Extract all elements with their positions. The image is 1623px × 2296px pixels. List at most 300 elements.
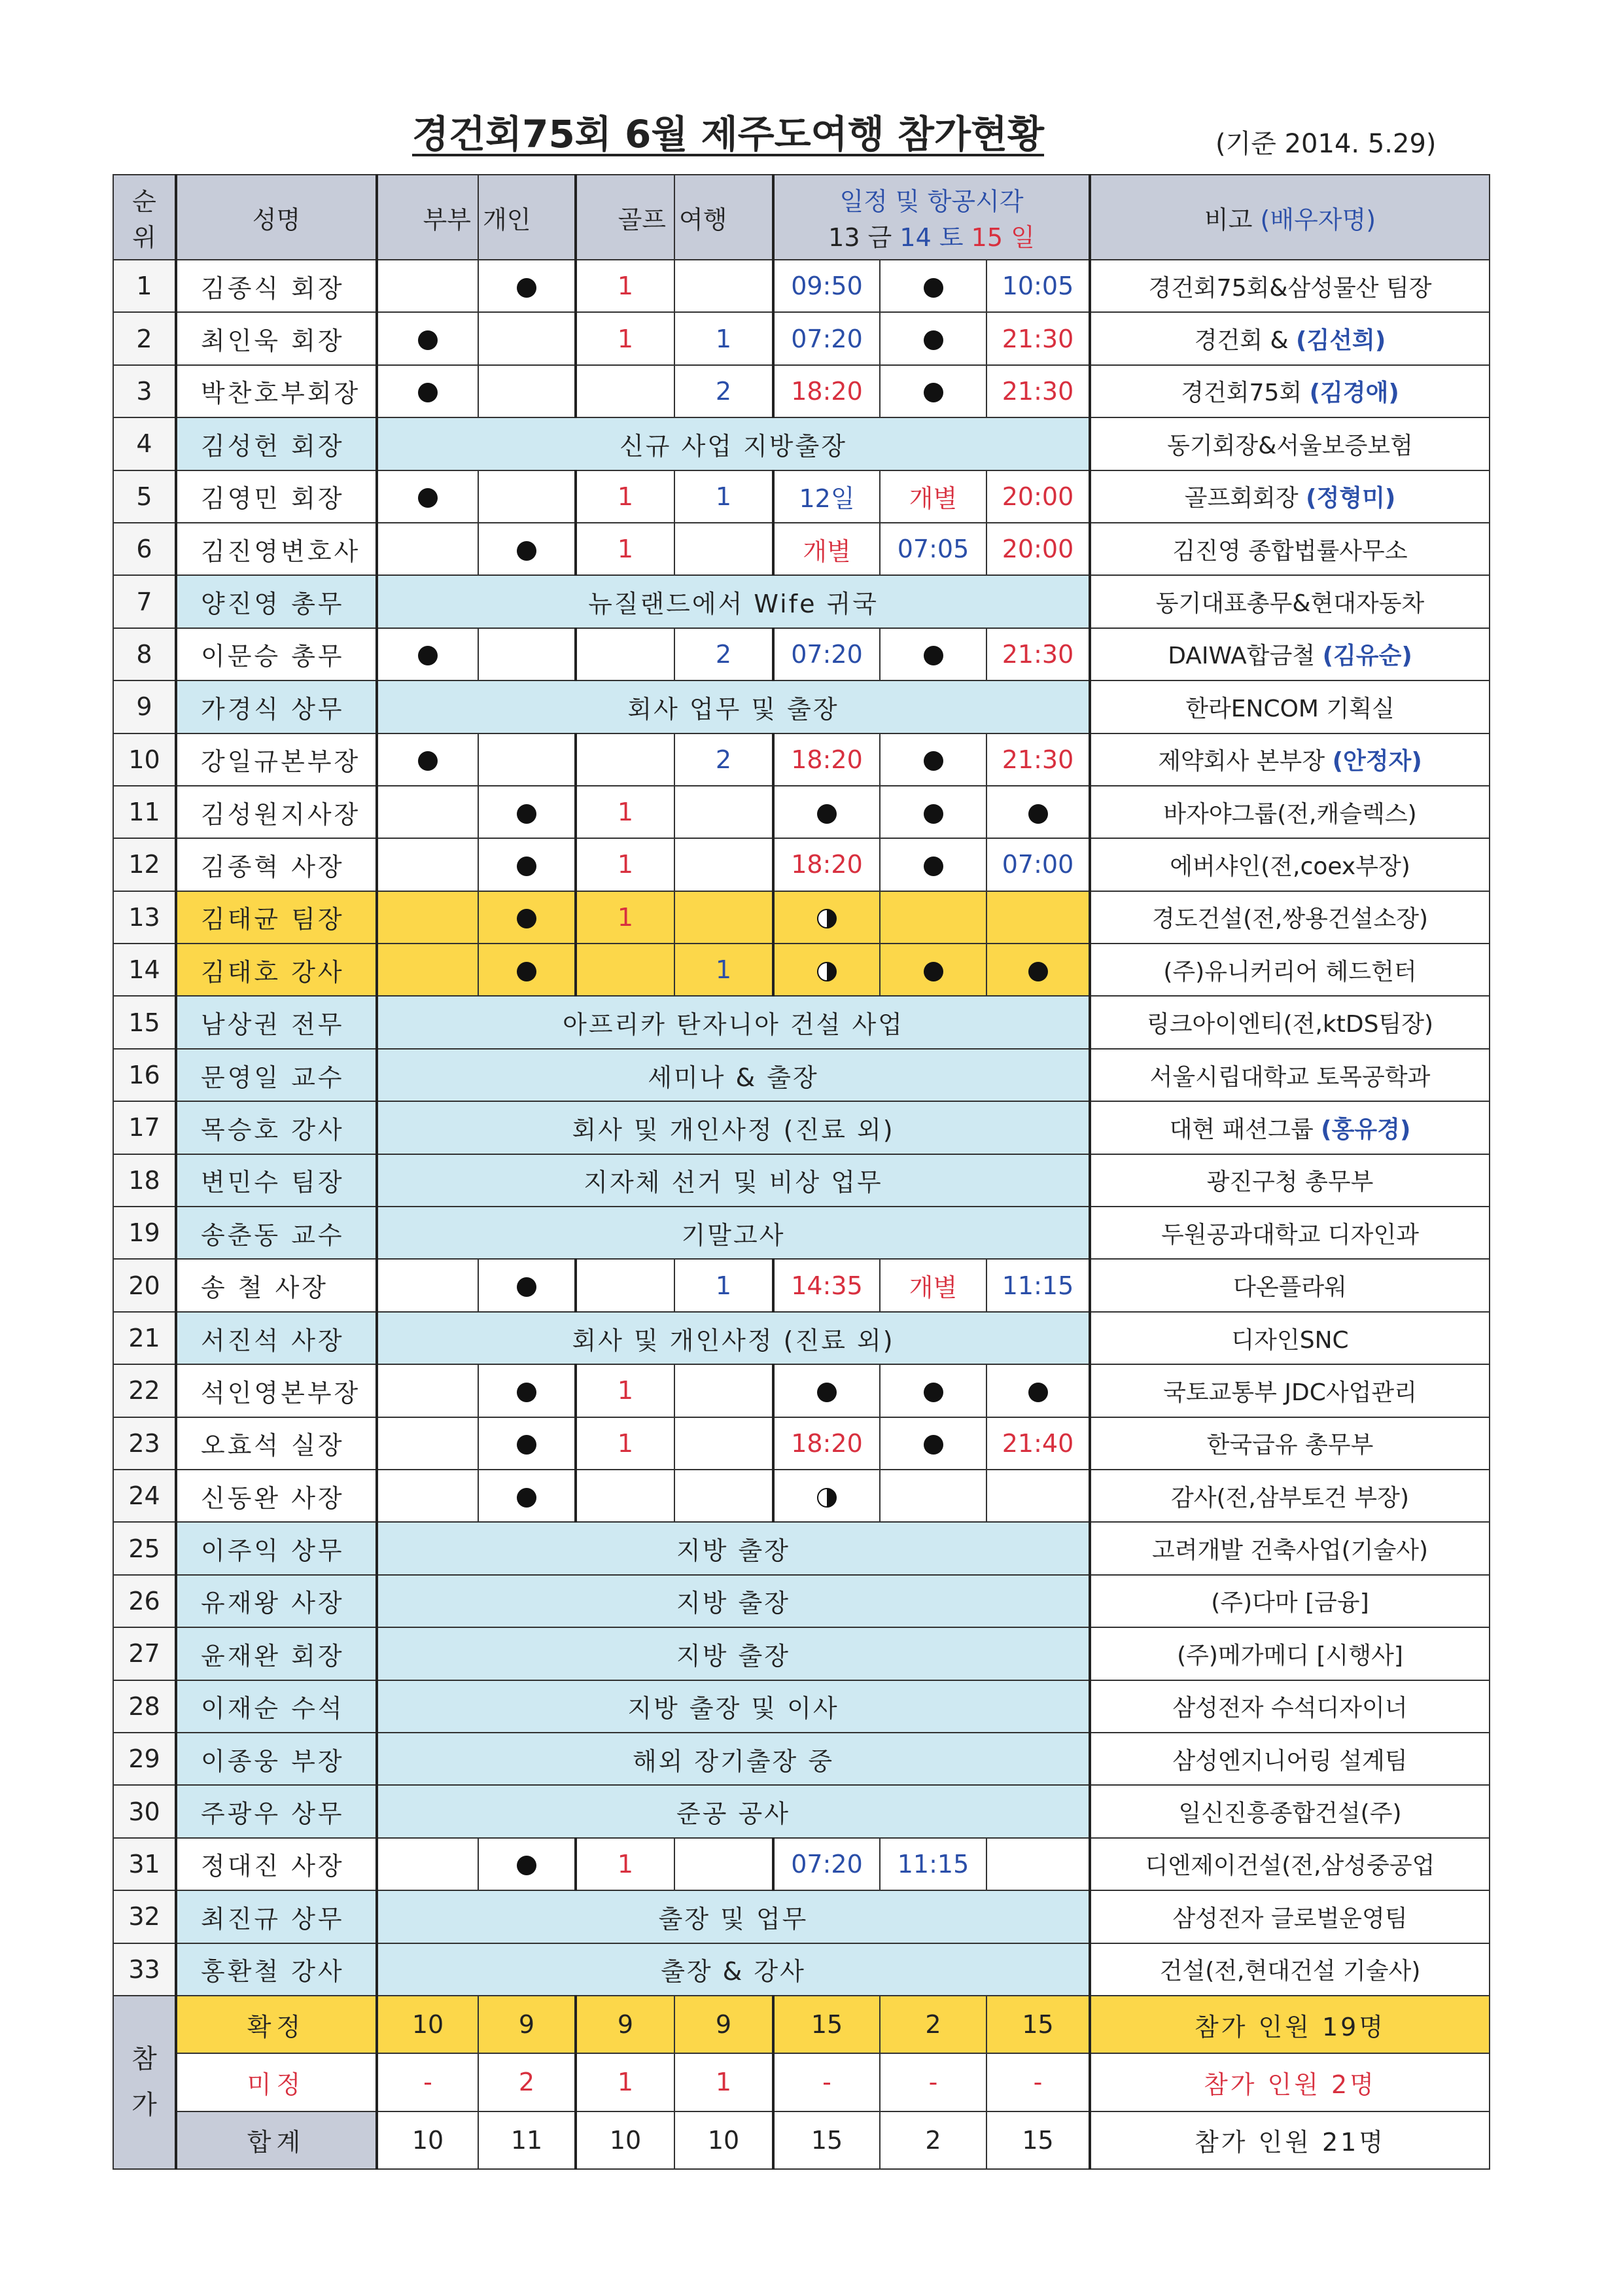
summary-value: -: [377, 2053, 478, 2111]
day15-cell: [986, 1838, 1090, 1890]
memo-cell: [1090, 523, 1490, 575]
rank-cell: 14: [113, 944, 176, 996]
memo-cell: [1090, 1154, 1490, 1207]
couple-cell: [377, 365, 478, 417]
table-row: [113, 1627, 1490, 1680]
day13-cell: [773, 1364, 880, 1417]
day15-cell: [986, 1364, 1090, 1417]
cell-value: 개별: [803, 537, 851, 566]
day15-cell: [986, 944, 1090, 996]
couple-cell: [377, 470, 478, 523]
name-cell: 강일규본부장: [176, 733, 377, 786]
cell-value: 18:20: [791, 745, 863, 774]
cell-value: 12일: [799, 484, 855, 514]
summary-value: 15: [986, 2111, 1090, 2169]
table-row: [113, 944, 1490, 996]
summary-side-label: 참 가: [113, 1996, 176, 2169]
memo-text: 동기회장&서울보증보험: [1167, 432, 1413, 459]
day14-cell: [880, 1470, 986, 1522]
individual-cell: [478, 838, 576, 891]
attendance-dot-icon: [924, 962, 943, 981]
memo-text: 고려개발 건축사업(기술사): [1151, 1537, 1429, 1564]
travel-cell: [674, 944, 773, 996]
cell-value: 1: [715, 482, 732, 511]
cell-value: 11:15: [1002, 1271, 1074, 1300]
rank-cell: 30: [113, 1785, 176, 1837]
rank-cell: 31: [113, 1838, 176, 1890]
summary-label: 미정: [176, 2053, 377, 2111]
header-memo-spouse: (배우자명): [1260, 205, 1376, 234]
memo-cell: [1090, 1522, 1490, 1574]
memo-text: 제약회사 본부장: [1158, 748, 1333, 775]
rank-cell: 18: [113, 1154, 176, 1207]
attendance-dot-icon: [924, 1435, 943, 1455]
rank-cell: 7: [113, 575, 176, 627]
partial-attendance-icon: [817, 1488, 837, 1508]
rank-cell: 4: [113, 417, 176, 470]
summary-value: 10: [377, 1996, 478, 2053]
couple-cell: [377, 260, 478, 312]
name-cell: 주광우 상무: [176, 1785, 377, 1837]
travel-cell: [674, 1838, 773, 1890]
attendance-dot-icon: [418, 751, 438, 771]
travel-cell: [674, 628, 773, 680]
travel-cell: [674, 891, 773, 944]
couple-cell: [377, 1417, 478, 1470]
attendance-dot-icon: [517, 1435, 536, 1455]
attendance-dot-icon: [517, 962, 536, 981]
spouse-name: (김선희): [1296, 327, 1386, 355]
cell-value: 1: [617, 535, 634, 564]
cell-value: 1: [715, 955, 732, 985]
golf-cell: [576, 1417, 674, 1470]
memo-text: 삼성전자 글로벌운영팀: [1172, 1905, 1408, 1932]
cell-value: 18:20: [791, 850, 863, 879]
golf-cell: [576, 1364, 674, 1417]
day14-cell: [880, 944, 986, 996]
name-cell: 이문승 총무: [176, 628, 377, 680]
header-memo: [1090, 175, 1490, 260]
attendance-dot-icon: [418, 646, 438, 665]
day15-cell: [986, 470, 1090, 523]
memo-cell: [1090, 1627, 1490, 1680]
absence-reason: 출장 및 업무: [377, 1890, 1090, 1943]
name-cell: 가경식 상무: [176, 680, 377, 733]
memo-cell: [1090, 786, 1490, 838]
spouse-name: (정형미): [1306, 485, 1396, 512]
cell-value: 2: [715, 376, 732, 406]
memo-text: 경도건설(전,쌍용건설소장): [1151, 906, 1429, 933]
memo-cell: [1090, 1049, 1490, 1101]
individual-cell: [478, 1259, 576, 1311]
couple-cell: [377, 628, 478, 680]
absence-reason: 신규 사업 지방출장: [377, 417, 1090, 470]
memo-cell: [1090, 470, 1490, 523]
name-cell: 송 철 사장: [176, 1259, 377, 1311]
cell-value: 11:15: [897, 1849, 969, 1879]
travel-cell: [674, 786, 773, 838]
header-golf: 골프: [576, 175, 674, 260]
title-block: [0, 98, 1623, 164]
memo-text: 광진구청 총무부: [1206, 1169, 1374, 1196]
name-cell: 문영일 교수: [176, 1049, 377, 1101]
attendance-dot-icon: [517, 1383, 536, 1402]
table-row: [113, 628, 1490, 680]
cell-value: 1: [617, 482, 634, 511]
table-row: [113, 312, 1490, 364]
summary-row-total: [113, 2111, 1490, 2169]
memo-cell: [1090, 1259, 1490, 1311]
memo-text: 디엔제이건설(전,삼성중공업: [1145, 1852, 1435, 1880]
memo-text: 감사(전,삼부토건 부장): [1171, 1484, 1409, 1511]
name-cell: 박찬호부회장: [176, 365, 377, 417]
attendance-dot-icon: [924, 857, 943, 876]
attendance-dot-icon: [1028, 804, 1048, 824]
table-row: [113, 417, 1490, 470]
summary-value: 10: [576, 2111, 674, 2169]
name-cell: 이주익 상무: [176, 1522, 377, 1574]
day14-cell: [880, 1364, 986, 1417]
memo-text: (주)메가메디 [시행사]: [1177, 1642, 1403, 1669]
name-cell: 김종혁 사장: [176, 838, 377, 891]
table-row: [113, 1733, 1490, 1785]
individual-cell: [478, 628, 576, 680]
summary-note: 참가 인원 21명: [1090, 2111, 1490, 2169]
name-cell: 유재왕 사장: [176, 1575, 377, 1627]
table-row: [113, 1154, 1490, 1207]
rank-cell: 3: [113, 365, 176, 417]
couple-cell: [377, 1470, 478, 1522]
memo-text: 디자인SNC: [1231, 1326, 1349, 1354]
day15-cell: [986, 1470, 1090, 1522]
couple-cell: [377, 891, 478, 944]
attendance-dot-icon: [418, 383, 438, 402]
day14-cell: [880, 312, 986, 364]
cell-value: 1: [617, 798, 634, 827]
table-row: [113, 1680, 1490, 1733]
golf-cell: [576, 628, 674, 680]
attendance-dot-icon: [817, 1383, 837, 1402]
day15-cell: [986, 628, 1090, 680]
partial-attendance-icon: [817, 909, 837, 928]
table-row: [113, 1417, 1490, 1470]
memo-cell: [1090, 1312, 1490, 1364]
day14-cell: [880, 891, 986, 944]
day14-cell: [880, 260, 986, 312]
day15-cell: [986, 733, 1090, 786]
travel-cell: [674, 312, 773, 364]
memo-cell: [1090, 1943, 1490, 1996]
rank-cell: 23: [113, 1417, 176, 1470]
day13-cell: [773, 312, 880, 364]
memo-cell: [1090, 575, 1490, 627]
attendance-dot-icon: [418, 330, 438, 350]
summary-value: 2: [478, 2053, 576, 2111]
couple-cell: [377, 1838, 478, 1890]
memo-cell: [1090, 1417, 1490, 1470]
cell-value: 1: [617, 902, 634, 932]
spouse-name: (김유순): [1322, 643, 1412, 670]
cell-value: 20:00: [1002, 535, 1074, 564]
rank-cell: 28: [113, 1680, 176, 1733]
attendance-dot-icon: [517, 541, 536, 561]
name-cell: 서진석 사장: [176, 1312, 377, 1364]
partial-attendance-icon: [817, 962, 837, 981]
summary-note: 참가 인원 2명: [1090, 2053, 1490, 2111]
travel-cell: [674, 1470, 773, 1522]
day15-cell: [986, 260, 1090, 312]
table-row: [113, 523, 1490, 575]
individual-cell: [478, 1838, 576, 1890]
header-schedule: [773, 175, 1090, 260]
couple-cell: [377, 838, 478, 891]
rank-cell: 1: [113, 260, 176, 312]
rank-cell: 20: [113, 1259, 176, 1311]
day15-cell: [986, 523, 1090, 575]
rank-cell: 8: [113, 628, 176, 680]
summary-value: 15: [773, 2111, 880, 2169]
day15-cell: [986, 312, 1090, 364]
absence-reason: 지방 출장: [377, 1575, 1090, 1627]
memo-cell: [1090, 312, 1490, 364]
cell-value: 21:30: [1002, 376, 1074, 406]
header-row: [113, 175, 1490, 260]
cell-value: 21:40: [1002, 1428, 1074, 1458]
name-cell: 김성헌 회장: [176, 417, 377, 470]
table-row: [113, 1785, 1490, 1837]
memo-cell: [1090, 996, 1490, 1048]
memo-cell: [1090, 628, 1490, 680]
individual-cell: [478, 786, 576, 838]
cell-value: 10:05: [1002, 272, 1074, 301]
cell-value: 1: [617, 1376, 634, 1405]
memo-cell: [1090, 1890, 1490, 1943]
memo-cell: [1090, 1364, 1490, 1417]
memo-cell: [1090, 680, 1490, 733]
name-cell: 변민수 팀장: [176, 1154, 377, 1207]
cell-value: 1: [617, 850, 634, 879]
name-cell: 정대진 사장: [176, 1838, 377, 1890]
name-cell: 김종식 회장: [176, 260, 377, 312]
memo-cell: [1090, 1101, 1490, 1154]
attendance-dot-icon: [817, 804, 837, 824]
cell-value: 1: [617, 272, 634, 301]
golf-cell: [576, 312, 674, 364]
couple-cell: [377, 1364, 478, 1417]
rank-cell: 17: [113, 1101, 176, 1154]
table-row: [113, 1049, 1490, 1101]
absence-reason: 회사 및 개인사정 (진료 외): [377, 1101, 1090, 1154]
cell-value: 1: [617, 1428, 634, 1458]
memo-text: 링크아이엔티(전,ktDS팀장): [1146, 1011, 1434, 1038]
rank-cell: 12: [113, 838, 176, 891]
cell-value: 07:20: [791, 639, 863, 669]
day13-cell: [773, 733, 880, 786]
cell-value: 09:50: [791, 272, 863, 301]
day13-cell: [773, 838, 880, 891]
travel-cell: [674, 365, 773, 417]
summary-body: [113, 1996, 1490, 2169]
golf-cell: [576, 523, 674, 575]
memo-text: 건설(전,현대건설 기술사): [1159, 1958, 1421, 1985]
memo-text: (주)유니커리어 헤드헌터: [1163, 958, 1417, 985]
attendance-dot-icon: [1028, 1383, 1048, 1402]
day13-cell: [773, 1259, 880, 1311]
name-cell: 김성원지사장: [176, 786, 377, 838]
cell-value: 18:20: [791, 1428, 863, 1458]
day13-cell: [773, 891, 880, 944]
day13-cell: [773, 786, 880, 838]
travel-cell: [674, 470, 773, 523]
header-memo-label: 비고: [1204, 205, 1253, 234]
table-row: [113, 1943, 1490, 1996]
travel-cell: [674, 523, 773, 575]
day14-cell: [880, 523, 986, 575]
individual-cell: [478, 523, 576, 575]
travel-cell: [674, 733, 773, 786]
attendance-dot-icon: [924, 646, 943, 665]
rank-cell: 33: [113, 1943, 176, 1996]
absence-reason: 해외 장기출장 중: [377, 1733, 1090, 1785]
table-row: [113, 680, 1490, 733]
individual-cell: [478, 260, 576, 312]
rank-cell: 24: [113, 1470, 176, 1522]
table-row: [113, 733, 1490, 786]
couple-cell: [377, 523, 478, 575]
table-row: [113, 1575, 1490, 1627]
memo-text: 다온플라워: [1233, 1274, 1347, 1301]
golf-cell: [576, 786, 674, 838]
header-individual: 개인: [478, 175, 576, 260]
table-row: [113, 575, 1490, 627]
summary-value: 9: [674, 1996, 773, 2053]
golf-cell: [576, 365, 674, 417]
day13-cell: [773, 523, 880, 575]
golf-cell: [576, 733, 674, 786]
memo-text: 한국급유 총무부: [1206, 1432, 1374, 1459]
rank-cell: 15: [113, 996, 176, 1048]
memo-cell: [1090, 944, 1490, 996]
name-cell: 김영민 회장: [176, 470, 377, 523]
summary-value: 1: [576, 2053, 674, 2111]
summary-label: 확정: [176, 1996, 377, 2053]
table-row: [113, 470, 1490, 523]
rank-cell: 9: [113, 680, 176, 733]
rank-cell: 2: [113, 312, 176, 364]
attendance-dot-icon: [924, 1383, 943, 1402]
memo-text: 삼성전자 수석디자이너: [1172, 1695, 1408, 1722]
cell-value: 1: [715, 324, 732, 353]
name-cell: 김태호 강사: [176, 944, 377, 996]
summary-value: 2: [880, 1996, 986, 2053]
name-cell: 목승호 강사: [176, 1101, 377, 1154]
memo-text: 서울시립대학교 토목공학과: [1149, 1063, 1431, 1091]
memo-text: 경건회75회: [1181, 380, 1310, 407]
golf-cell: [576, 1838, 674, 1890]
summary-row-pending: [113, 2053, 1490, 2111]
memo-text: DAIWA합금철: [1168, 643, 1323, 670]
summary-note: 참가 인원 19명: [1090, 1996, 1490, 2053]
cell-value: 개별: [909, 484, 958, 514]
absence-reason: 세미나 & 출장: [377, 1049, 1090, 1101]
individual-cell: [478, 733, 576, 786]
header-day15: 15 일: [971, 223, 1035, 252]
day15-cell: [986, 786, 1090, 838]
golf-cell: [576, 944, 674, 996]
couple-cell: [377, 1259, 478, 1311]
day13-cell: [773, 470, 880, 523]
memo-cell: [1090, 1733, 1490, 1785]
summary-value: -: [773, 2053, 880, 2111]
attendance-dot-icon: [517, 1277, 536, 1297]
cell-value: 21:30: [1002, 745, 1074, 774]
memo-text: 일신진흥종합건설(주): [1178, 1800, 1402, 1828]
memo-text: 경건회 &: [1194, 327, 1297, 355]
table-row: [113, 786, 1490, 838]
name-cell: 최인욱 회장: [176, 312, 377, 364]
memo-cell: [1090, 1207, 1490, 1259]
travel-cell: [674, 1417, 773, 1470]
absence-reason: 출장 & 강사: [377, 1943, 1090, 1996]
summary-value: 10: [377, 2111, 478, 2169]
individual-cell: [478, 944, 576, 996]
memo-cell: [1090, 1785, 1490, 1837]
memo-cell: [1090, 1575, 1490, 1627]
memo-text: 한라ENCOM 기획실: [1185, 695, 1395, 722]
cell-value: 21:30: [1002, 639, 1074, 669]
memo-text: 두원공과대학교 디자인과: [1161, 1221, 1419, 1248]
table-row: [113, 1890, 1490, 1943]
table-row: [113, 1101, 1490, 1154]
rank-cell: 29: [113, 1733, 176, 1785]
header-couple: 부부: [377, 175, 478, 260]
table-row: [113, 1838, 1490, 1890]
attendance-dot-icon: [924, 751, 943, 771]
roster-body: [113, 260, 1490, 1996]
day13-cell: [773, 1838, 880, 1890]
attendance-dot-icon: [924, 330, 943, 350]
table-row: [113, 1259, 1490, 1311]
cell-value: 07:05: [897, 535, 969, 564]
spouse-name: (김경애): [1309, 380, 1399, 407]
table-row: [113, 838, 1490, 891]
attendance-dot-icon: [1028, 962, 1048, 981]
attendance-dot-icon: [517, 1856, 536, 1875]
spouse-name: (안정자): [1332, 748, 1422, 775]
name-cell: 홍환철 강사: [176, 1943, 377, 1996]
table-row: [113, 996, 1490, 1048]
day14-cell: [880, 1838, 986, 1890]
memo-cell: [1090, 838, 1490, 891]
attendance-dot-icon: [517, 1488, 536, 1508]
name-cell: 남상권 전무: [176, 996, 377, 1048]
name-cell: 김진영변호사: [176, 523, 377, 575]
golf-cell: [576, 891, 674, 944]
name-cell: 양진영 총무: [176, 575, 377, 627]
cell-value: 1: [617, 324, 634, 353]
header-name: 성명: [176, 175, 377, 260]
table-row: [113, 891, 1490, 944]
individual-cell: [478, 312, 576, 364]
rank-cell: 22: [113, 1364, 176, 1417]
memo-cell: [1090, 1680, 1490, 1733]
absence-reason: 지방 출장 및 이사: [377, 1680, 1090, 1733]
cell-value: 2: [715, 639, 732, 669]
cell-value: 14:35: [791, 1271, 863, 1300]
rank-cell: 11: [113, 786, 176, 838]
header-travel: 여행: [674, 175, 773, 260]
travel-cell: [674, 1364, 773, 1417]
